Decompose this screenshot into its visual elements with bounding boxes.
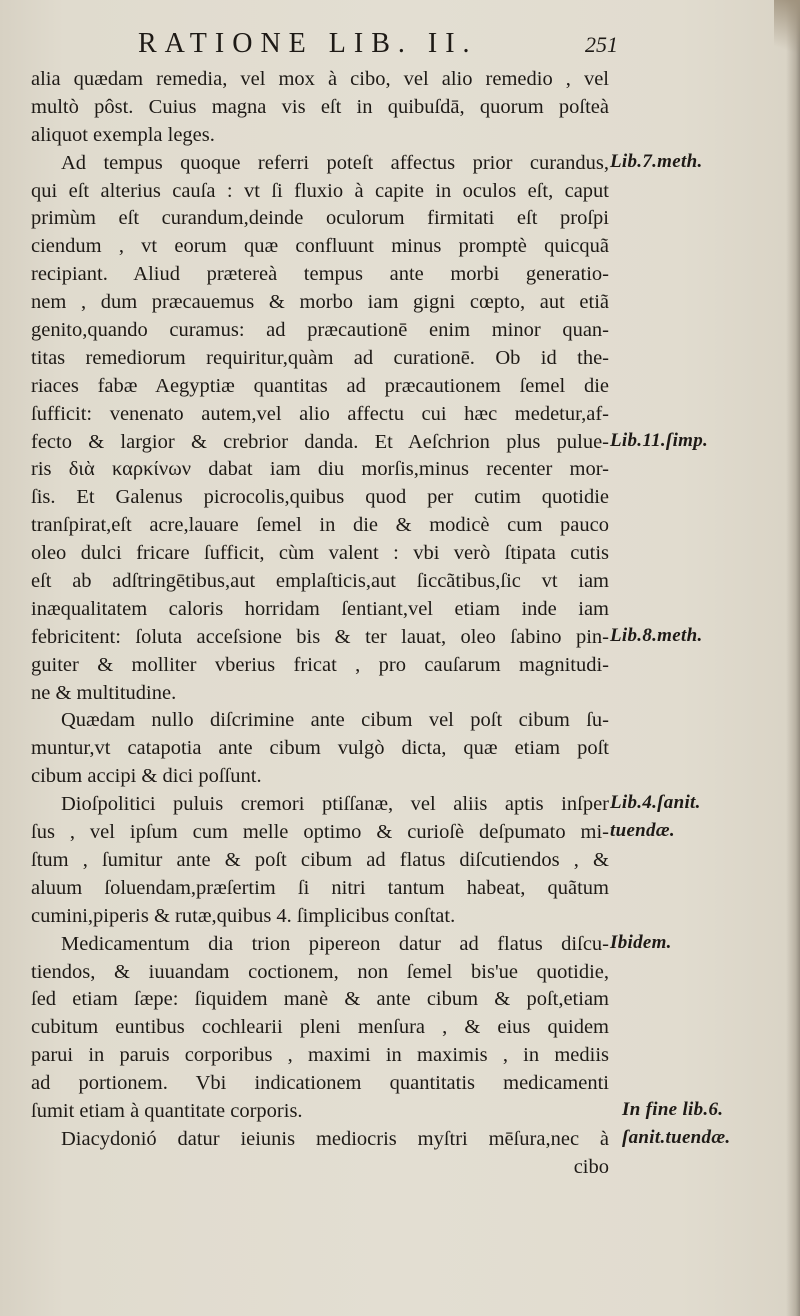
text-line: ad portionem. Vbi indicationem quantitatis medicamenti	[31, 1072, 609, 1095]
margin-note: ſanit.tuendæ.	[622, 1127, 731, 1149]
margin-note: Lib.7.meth.	[610, 150, 703, 172]
text-line: cibum accipi & dici poſſunt.	[31, 765, 262, 788]
text-line: inæqualitatem caloris horridam ſentiant,vel etiam inde iam	[31, 597, 609, 620]
text-line: tiendos, & iuuandam coctionem, non ſemel bis'ue quotidie,	[31, 960, 609, 983]
text-line: oleo dulci fricare ſufficit, cùm valent : vbi verò ſtipata cutis	[31, 542, 609, 565]
text-line: muntur,vt catapotia ante cibum vulgò dicta, quæ etiam poſt	[31, 737, 609, 760]
margin-note: Ibidem.	[610, 931, 672, 953]
margin-note: In fine lib.6.	[622, 1099, 724, 1121]
text-line: ris διὰ καρκίνων dabat iam diu morſis,minus recenter mor-	[31, 458, 609, 481]
text-line: aluum ſoluendam,præſertim ſi nitri tantum habeat, quãtum	[31, 876, 609, 899]
text-line: aliquot exempla leges.	[31, 123, 215, 146]
text-line: recipiant. Aliud prætereà tempus ante morbi generatio-	[31, 263, 609, 286]
text-line: alia quædam remedia, vel mox à cibo, vel alio remedio , vel	[31, 68, 609, 90]
page-number: 251	[585, 32, 618, 57]
text-line: ſis. Et Galenus picrocolis,quibus quod per cutim quotidie	[31, 486, 609, 509]
text-line: riaces fabæ Aegyptiæ quantitas ad præcautionem ſemel die	[31, 374, 609, 397]
text-line: ſus , vel ipſum cum melle optimo & curioſè deſpumato mi-	[31, 821, 609, 844]
text-line: Diacydonió datur ieiunis mediocris myſtri mēſura,nec à	[61, 1127, 609, 1150]
text-line: ſumit etiam à quantitate corporis.	[31, 1099, 303, 1122]
text-line: ciendum , vt eorum quæ confluunt minus promptè quicquã	[31, 235, 609, 258]
text-line: cubitum euntibus cochlearii pleni menſura , & eius quidem	[31, 1016, 609, 1039]
text-line: Quædam nullo diſcrimine ante cibum vel poſt cibum ſu-	[61, 709, 609, 732]
margin-note: Lib.4.ſanit.	[610, 792, 701, 814]
text-line: guiter & molliter vberius fricat , pro cauſarum magnitudi-	[31, 653, 609, 676]
running-head: RATIONE LIB. II.	[138, 28, 478, 59]
margin-note: tuendæ.	[610, 820, 675, 842]
margin-note: Lib.11.ſimp.	[610, 429, 709, 451]
text-line: eſt ab adſtringētibus,aut emplaſticis,aut ſiccãtibus,ſic vt iam	[31, 570, 609, 593]
text-line: Medicamentum dia trion pipereon datur ad flatus diſcu-	[61, 932, 609, 955]
text-line: multò pôst. Cuius magna vis eſt in quibuſdā, quorum poſteà	[31, 95, 609, 118]
text-line: cumini,piperis & rutæ,quibus 4. ſimplicibus conſtat.	[31, 904, 456, 927]
text-line: nem , dum præcauemus & morbo iam gigni cœpto, aut etiã	[31, 291, 609, 314]
page-header	[138, 28, 638, 62]
body-text	[31, 66, 609, 1182]
text-line: parui in paruis corporibus , maximi in maximis , in mediis	[31, 1044, 609, 1067]
text-line: primùm eſt curandum,deinde oculorum firmitati eſt proſpi	[31, 207, 609, 230]
text-line: fecto & largior & crebrior danda. Et Aeſchrion plus pulue-	[31, 430, 609, 453]
text-line: febricitent: ſoluta acceſsione bis & ter lauat, oleo ſabino pin-	[31, 625, 609, 648]
text-line: Dioſpolitici puluis cremori ptiſſanæ, vel aliis aptis inſper	[61, 793, 609, 816]
text-line: cibo	[573, 1155, 609, 1178]
text-line: ſtum , ſumitur ante & poſt cibum ad flatus diſcutiendos , &	[31, 848, 609, 871]
margin-note: Lib.8.meth.	[610, 625, 703, 646]
text-line: qui eſt alterius cauſa : vt ſi fluxio à capite in oculos eſt, caput	[31, 179, 609, 202]
text-line: ſed etiam ſæpe: ſiquidem manè & ante cibum & poſt,etiam	[31, 988, 609, 1011]
text-line: genito,quando curamus: ad præcautionē enim minor quan-	[31, 319, 609, 342]
margin-notes	[610, 0, 800, 1316]
text-line: tranſpirat,eſt acre,lauare ſemel in die & modicè cum pauco	[31, 514, 609, 537]
text-line: Ad tempus quoque referri poteſt affectus prior curandus,	[61, 151, 609, 174]
text-line: titas remediorum requiritur,quàm ad curationē. Ob id the-	[31, 346, 609, 369]
text-line: ne & multitudine.	[31, 681, 177, 704]
text-line: ſufficit: venenato autem,vel alio affectu cui hæc medetur,af-	[31, 402, 609, 425]
